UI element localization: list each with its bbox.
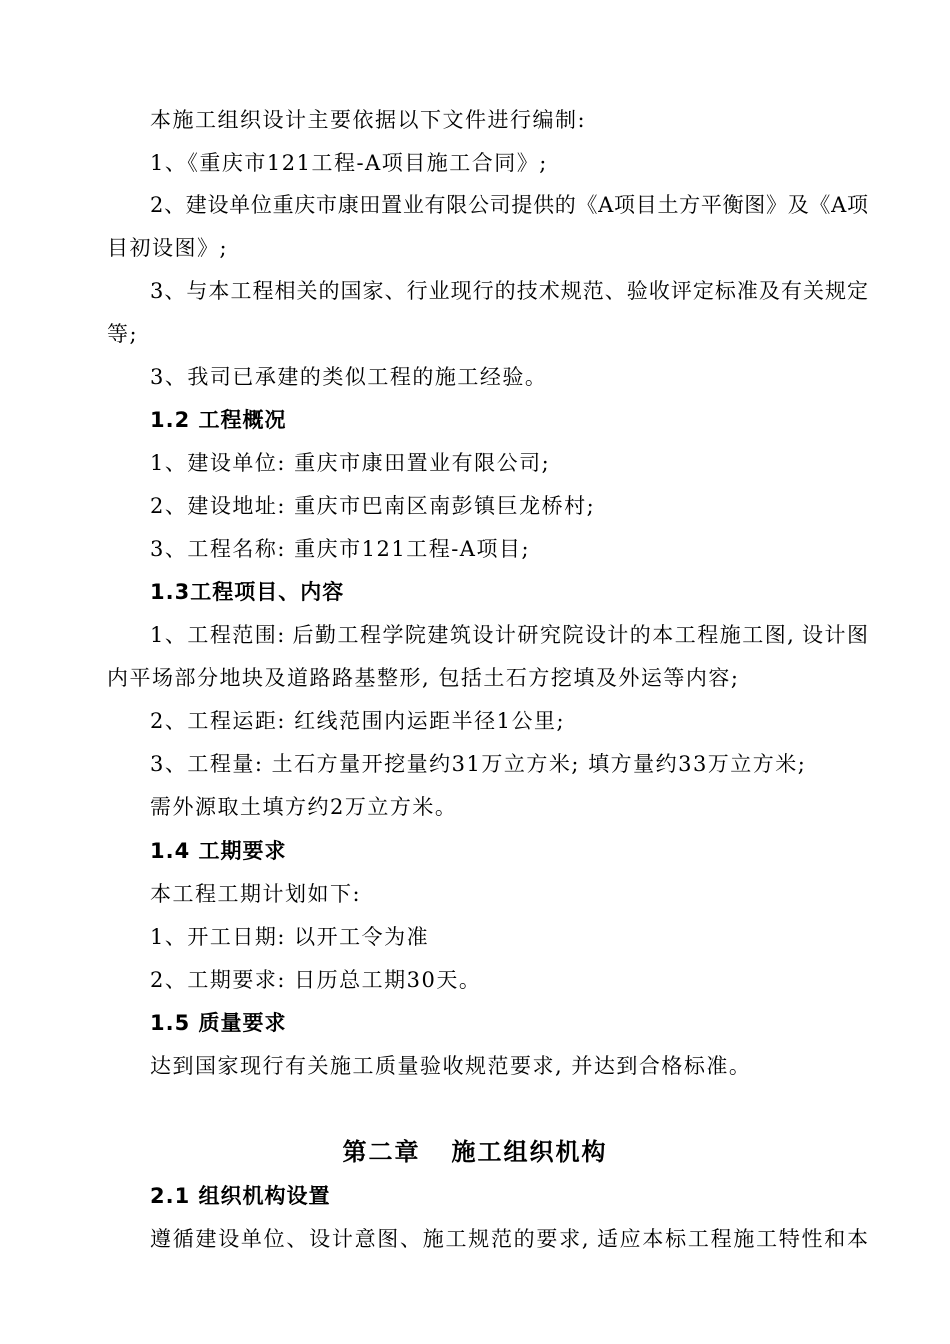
basis-item-4: 3、我司已承建的类似工程的施工经验。 xyxy=(150,365,548,389)
schedule-intro: 本工程工期计划如下: xyxy=(150,882,362,906)
basis-intro: 本施工组织设计主要依据以下文件进行编制: xyxy=(150,108,587,132)
overview-item-2: 2、建设地址: 重庆市巴南区南彭镇巨龙桥村; xyxy=(150,494,596,518)
overview-item-1: 1、建设单位: 重庆市康田置业有限公司; xyxy=(150,451,551,475)
basis-item-3-line-1: 3、与本工程相关的国家、行业现行的技术规范、验收评定标准及有关规定 xyxy=(150,279,868,303)
basis-item-3-line-2: 等; xyxy=(107,322,139,346)
section-heading-overview: 1.2 工程概况 xyxy=(150,408,287,432)
chapter-title: 第二章 施工组织机构 xyxy=(342,1138,608,1166)
scope-item-3: 3、工程量: 土石方量开挖量约31万立方米; 填方量约33万立方米; xyxy=(150,752,807,776)
section-heading-scope: 1.3工程项目、内容 xyxy=(150,580,345,604)
scope-item-2: 2、工程运距: 红线范围内运距半径1公里; xyxy=(150,709,566,733)
basis-item-2-line-1: 2、建设单位重庆市康田置业有限公司提供的《A项目土方平衡图》及《A项 xyxy=(150,193,868,217)
section-heading-organization: 2.1 组织机构设置 xyxy=(150,1184,331,1208)
scope-item-4: 需外源取土填方约2万立方米。 xyxy=(150,795,458,819)
schedule-item-2: 2、工期要求: 日历总工期30天。 xyxy=(150,968,482,992)
organization-text-line-1: 遵循建设单位、设计意图、施工规范的要求, 适应本标工程施工特性和本 xyxy=(150,1227,868,1251)
section-heading-quality: 1.5 质量要求 xyxy=(150,1011,287,1035)
basis-item-2-line-2: 目初设图》; xyxy=(107,236,229,260)
scope-item-1-line-2: 内平场部分地块及道路路基整形, 包括土石方挖填及外运等内容; xyxy=(107,666,740,690)
section-heading-schedule: 1.4 工期要求 xyxy=(150,839,287,863)
overview-item-3: 3、工程名称: 重庆市121工程-A项目; xyxy=(150,537,531,561)
scope-item-1-line-1: 1、工程范围: 后勤工程学院建筑设计研究院设计的本工程施工图, 设计图 xyxy=(150,623,868,647)
basis-item-1: 1、《重庆市121工程-A项目施工合同》; xyxy=(150,151,548,175)
quality-text: 达到国家现行有关施工质量验收规范要求, 并达到合格标准。 xyxy=(150,1054,752,1078)
schedule-item-1: 1、开工日期: 以开工令为准 xyxy=(150,925,430,949)
